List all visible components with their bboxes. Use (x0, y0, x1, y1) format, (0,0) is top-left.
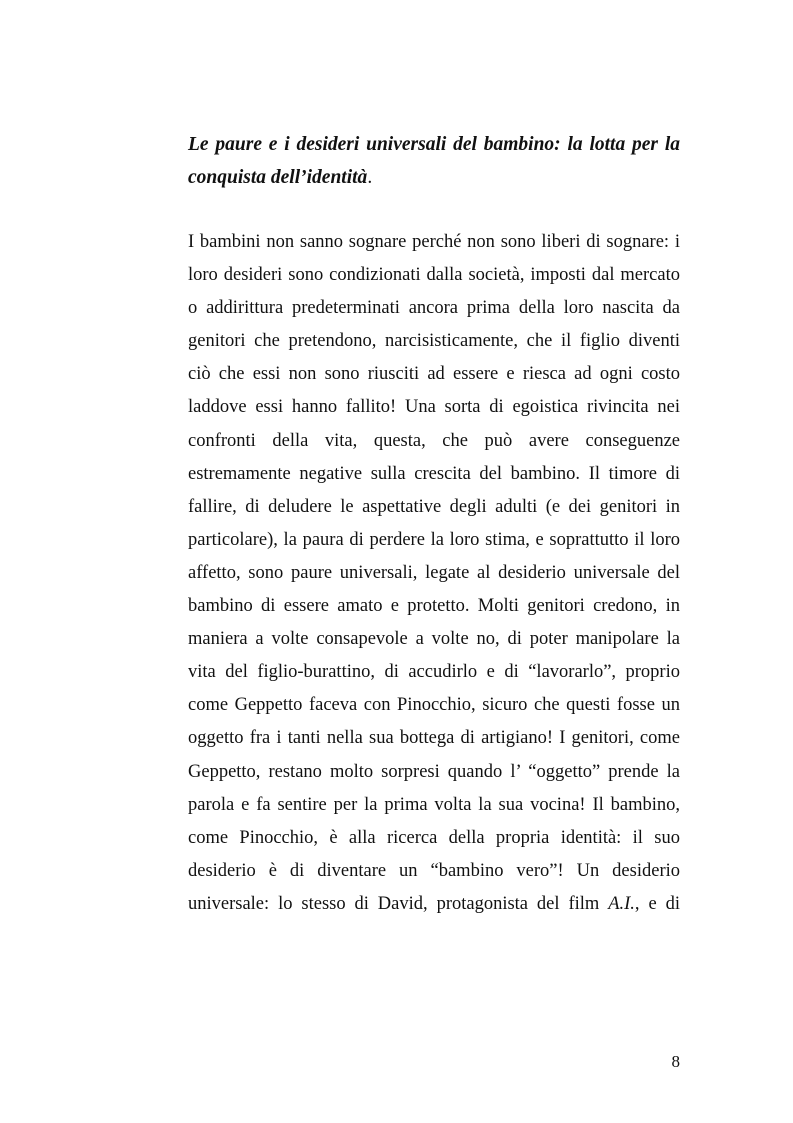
page-number: 8 (671, 1052, 680, 1071)
body-line: confronti della vita, questa, che può avere conseguenze (188, 430, 680, 451)
title-line-2-text: conquista dell’identità (188, 167, 368, 188)
body-line: I bambini non sanno sognare perché non sono liberi di sognare: i (188, 232, 680, 252)
title-line-2 (188, 161, 680, 194)
body-line: laddove essi hanno fallito! Una sorta di egoistica rivincita nei (188, 397, 680, 418)
body-line: fallire, di deludere le aspettative degli adulti (e dei genitori in (188, 496, 680, 517)
body-line: come Geppetto faceva con Pinocchio, sicuro che questi fosse un (188, 695, 680, 716)
body-line: o addirittura predeterminati ancora prima della loro nascita da (188, 298, 680, 319)
body-line: bambino di essere amato e protetto. Molti genitori credono, in (188, 596, 680, 617)
body-paragraph (188, 226, 680, 921)
body-line: desiderio è di diventare un “bambino vero”! Un desiderio (188, 860, 680, 881)
body-line: vita del figlio-burattino, di accudirlo e di “lavorarlo”, proprio (188, 662, 680, 683)
film-title: A.I. (608, 893, 635, 914)
body-line: parola e fa sentire per la prima volta la sua vocina! Il bambino, (188, 794, 680, 815)
title-period: . (367, 167, 373, 188)
body-line: ciò che essi non sono riusciti ad essere e riesca ad ogni costo (188, 364, 680, 385)
body-line: come Pinocchio, è alla ricerca della propria identità: il suo (188, 827, 680, 848)
body-line: loro desideri sono condizionati dalla società, imposti dal mercato (188, 265, 680, 286)
body-line: Geppetto, restano molto sorpresi quando l’ “oggetto” prende la (188, 761, 680, 782)
body-line: affetto, sono paure universali, legate al desiderio universale del (188, 562, 680, 583)
last-line-text: universale: lo stesso di David, protagonista del film (188, 893, 609, 914)
last-line-tail: , e di (634, 893, 680, 914)
body-line: particolare), la paura di perdere la loro stima, e soprattutto il loro (188, 529, 680, 550)
body-line: genitori che pretendono, narcisisticamente, che il figlio diventi (188, 331, 680, 352)
body-line: oggetto fra i tanti nella sua bottega di artigiano! I genitori, come (188, 728, 680, 749)
body-line-last (188, 888, 680, 921)
section-title (188, 128, 680, 194)
body-line: maniera a volte consapevole a volte no, di poter manipolare la (188, 629, 680, 650)
title-line-1: Le paure e i desideri universali del bambino: la lotta per la (188, 134, 680, 155)
body-line: estremamente negative sulla crescita del bambino. Il timore di (188, 463, 680, 484)
